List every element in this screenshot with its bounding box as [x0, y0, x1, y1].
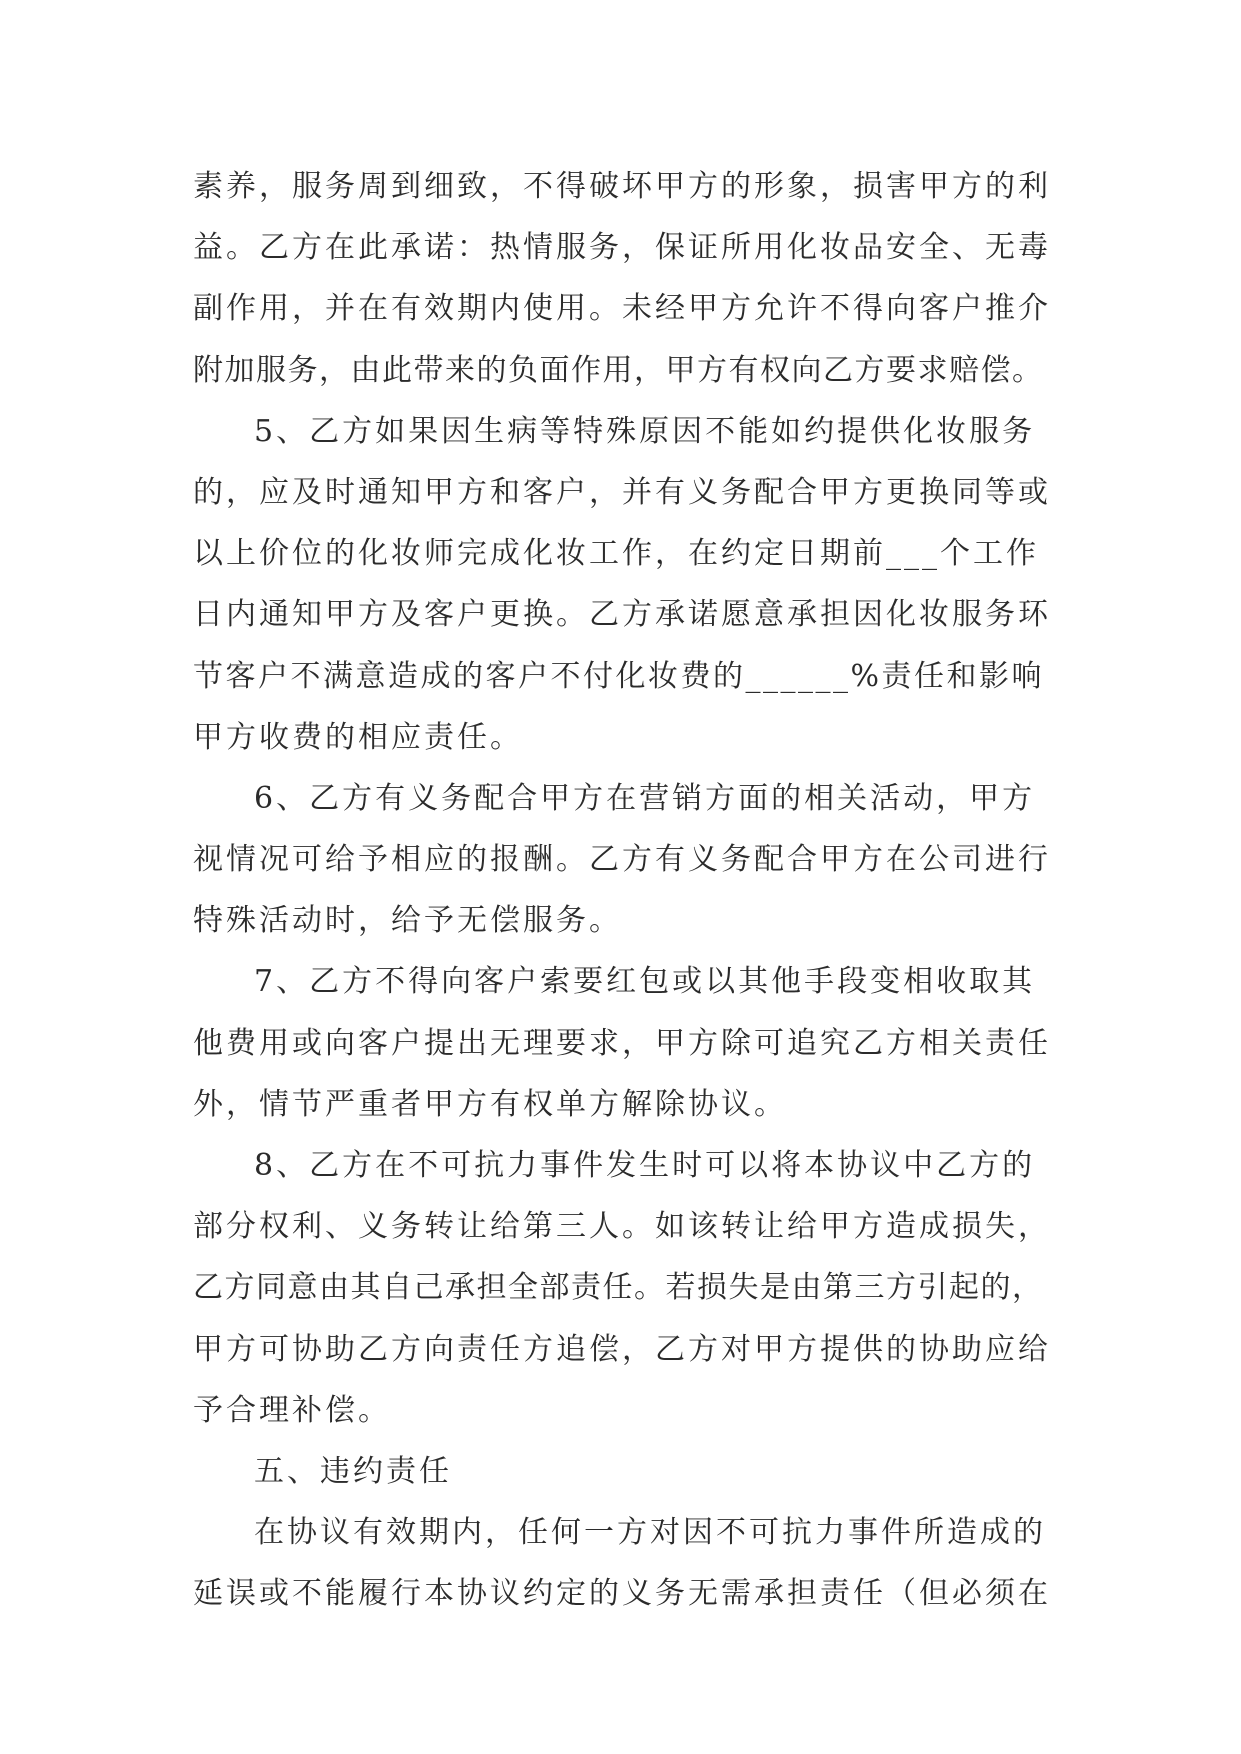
- text-line: 乙方同意由其自己承担全部责任。若损失是由第三方引起的，: [193, 1270, 1044, 1306]
- text-line: 以上价位的化妆师完成化妆工作，在约定日期前___个工作: [193, 536, 1039, 572]
- text-line: 的，应及时通知甲方和客户，并有义务配合甲方更换同等或: [193, 474, 1051, 510]
- text-line: 素养，服务周到细致，不得破坏甲方的形象，损害甲方的利: [193, 169, 1051, 204]
- text-line: 日内通知甲方及客户更换。乙方承诺愿意承担因化妆服务环: [193, 597, 1051, 633]
- text-line: 甲方可协助乙方向责任方追偿，乙方对甲方提供的协助应给: [193, 1331, 1051, 1367]
- text-line: 节客户不满意造成的客户不付化妆费的______%责任和影响: [193, 658, 1045, 694]
- text-line: 益。乙方在此承诺：热情服务，保证所用化妆品安全、无毒: [193, 230, 1051, 266]
- clause-5-start: 5、乙方如果因生病等特殊原因不能如约提供化妆服务: [254, 413, 1036, 449]
- clause-8-start: 8、乙方在不可抗力事件发生时可以将本协议中乙方的: [254, 1148, 1036, 1183]
- clause-7-start: 7、乙方不得向客户索要红包或以其他手段变相收取其: [254, 964, 1036, 1000]
- text-line: 部分权利、义务转让给第三人。如该转让给甲方造成损失，: [193, 1209, 1051, 1245]
- text-line: 予合理补偿。: [193, 1392, 391, 1428]
- text-line: 特殊活动时，给予无偿服务。: [193, 903, 622, 939]
- text-line: 视情况可给予相应的报酬。乙方有义务配合甲方在公司进行: [193, 842, 1051, 878]
- clause-6-start: 6、乙方有义务配合甲方在营销方面的相关活动，甲方: [254, 780, 1036, 816]
- text-line: 延误或不能履行本协议约定的义务无需承担责任（但必须在: [193, 1576, 1051, 1612]
- text-line: 外，情节严重者甲方有权单方解除协议。: [193, 1086, 787, 1122]
- text-line: 他费用或向客户提出无理要求，甲方除可追究乙方相关责任: [193, 1025, 1051, 1061]
- text-line: 副作用，并在有效期内使用。未经甲方允许不得向客户推介: [193, 291, 1051, 327]
- document-body: [193, 156, 1055, 1625]
- text-line: 甲方收费的相应责任。: [193, 719, 523, 755]
- text-line: 附加服务，由此带来的负面作用，甲方有权向乙方要求赔偿。: [193, 352, 1044, 388]
- section-heading-breach-liability: 五、违约责任: [254, 1453, 452, 1489]
- breach-paragraph-start: 在协议有效期内，任何一方对因不可抗力事件所造成的: [254, 1515, 1046, 1551]
